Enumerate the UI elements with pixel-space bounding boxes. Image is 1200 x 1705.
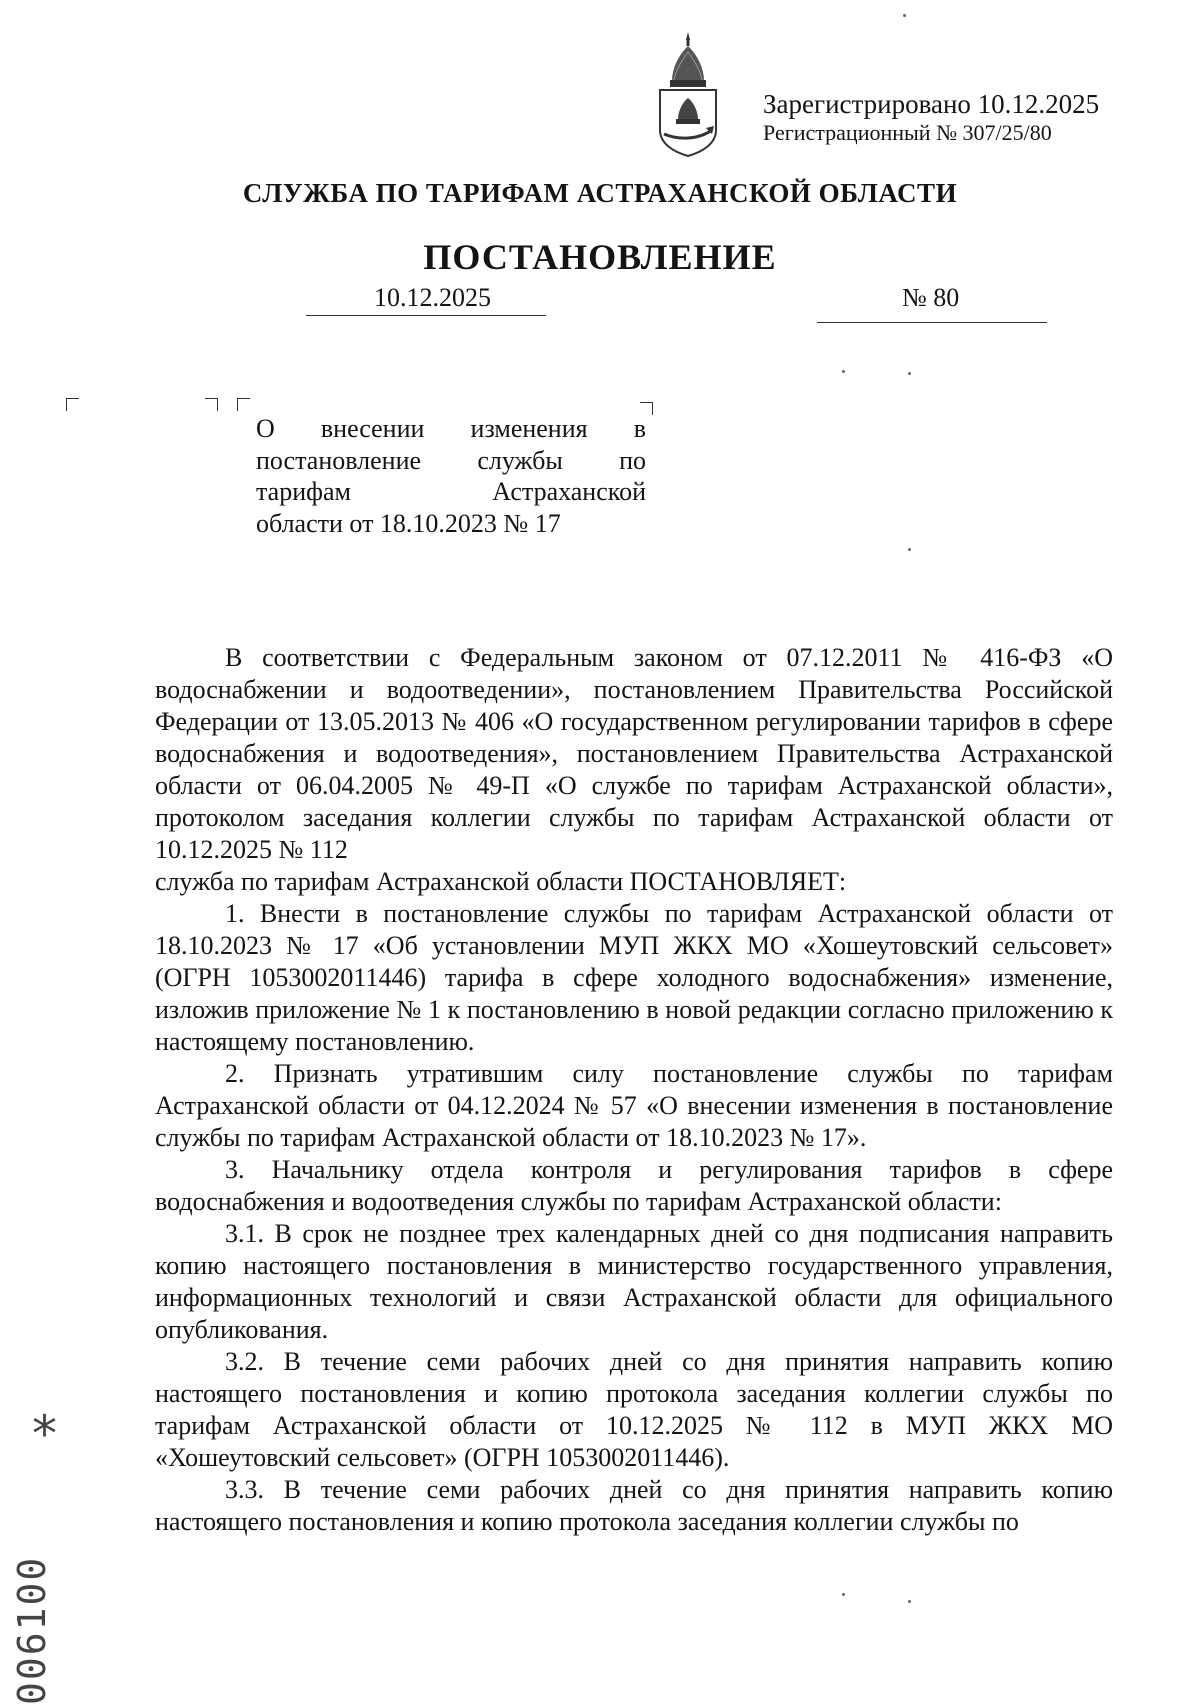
subject-line: тарифам Астраханской <box>256 477 646 506</box>
item-3-3-paragraph: 3.3. В течение семи рабочих дней со дня принятия направить копию настоящего постановления и копию протокола заседания коллегии службы по <box>155 1475 1113 1536</box>
registration-number: Регистрационный № 307/25/80 <box>763 120 1052 146</box>
corner-mark <box>66 398 79 411</box>
date-underline <box>306 315 546 316</box>
corner-mark <box>237 398 250 411</box>
item-3-2-paragraph: 3.2. В течение семи рабочих дней со дня принятия направить копию настоящего постановления и копию протокола заседания коллегии службы по тарифам Астраханской области от 10.12.2025 № 112 в МУП ЖКХ МО «Хошеутовский сельсовет» (ОГРН 1053002011446). <box>155 1347 1113 1472</box>
scan-speck <box>842 1593 845 1596</box>
document-subject <box>256 413 646 539</box>
item-1-paragraph: 1. Внести в постановление службы по тарифам Астраханской области от 18.10.2023 № 17 «Об установлении МУП ЖКХ МО «Хошеутовский сельсовет» (ОГРН 1053002011446) тарифа в сфере холодного водоснабжения» изменение, изложив приложение № 1 к постановлению в новой редакции согласно приложению к настоящему постановлению. <box>155 899 1113 1056</box>
scan-speck <box>908 372 911 375</box>
preamble-paragraph: В соответствии с Федеральным законом от 07.12.2011 № 416-ФЗ «О водоснабжении и водоотведении», постановлением Правительства Российской Федерации от 13.05.2013 № 406 «О государственном регулировании тарифов в сфере водоснабжения и водоотведения», постановлением Правительства Астраханской области от 06.04.2005 № 49-П «О службе по тарифам Астраханской области», протоколом заседания коллегии службы по тарифам Астраханской области от 10.12.2025 № 112 <box>155 643 1113 864</box>
item-2-paragraph: 2. Признать утратившим силу постановление службы по тарифам Астраханской области от 04.12.2024 № 57 «О внесении изменения в постановление службы по тарифам Астраханской области от 18.10.2023 № 17». <box>155 1059 1113 1152</box>
stamp-code: 006100 <box>10 1555 54 1705</box>
item-3-paragraph: 3. Начальнику отдела контроля и регулирования тарифов в сфере водоснабжения и водоотведения службы по тарифам Астраханской области: <box>155 1155 1113 1216</box>
coat-of-arms-icon <box>650 30 726 158</box>
number-underline <box>817 322 1047 323</box>
document-number: № 80 <box>902 283 960 312</box>
scan-speck <box>842 370 845 373</box>
item-3-1-paragraph: 3.1. В срок не позднее трех календарных дней со дня подписания направить копию настоящего постановления в министерство государственного управления, информационных технологий и связи Астраханской области для официального опубликования. <box>155 1219 1113 1344</box>
document-body <box>155 642 1113 1538</box>
scan-speck <box>908 548 911 551</box>
stamp-star-mark: * <box>32 1405 57 1463</box>
scan-speck <box>908 1600 911 1603</box>
subject-line: О внесении изменения в <box>256 414 646 443</box>
resolution-clause: служба по тарифам Астраханской области ПОСТАНОВЛЯЕТ: <box>155 867 847 896</box>
scan-speck <box>903 14 906 17</box>
registration-block <box>763 88 1099 147</box>
subject-line: области от 18.10.2023 № 17 <box>256 508 561 538</box>
document-type-title: ПОСТАНОВЛЕНИЕ <box>423 237 777 277</box>
organization-name: СЛУЖБА ПО ТАРИФАМ АСТРАХАНСКОЙ ОБЛАСТИ <box>242 178 958 208</box>
document-date: 10.12.2025 <box>374 283 491 312</box>
subject-line: постановление службы по <box>256 445 646 475</box>
registration-date: Зарегистрировано 10.12.2025 <box>763 89 1100 119</box>
corner-mark <box>205 398 218 411</box>
